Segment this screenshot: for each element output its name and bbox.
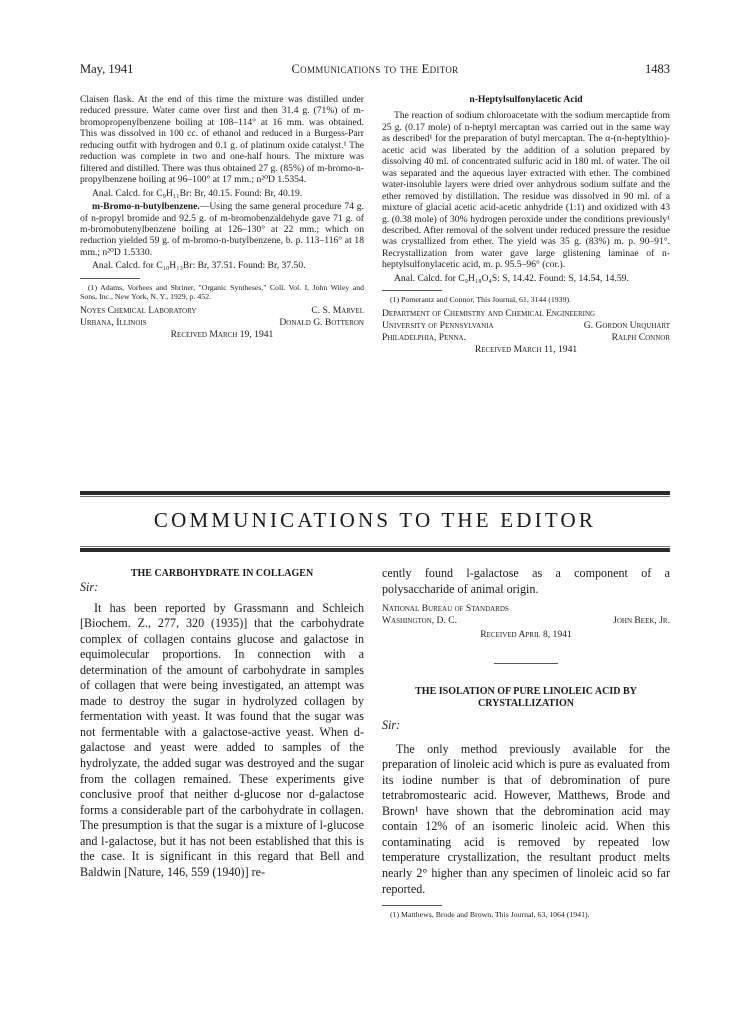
sig-author: John Beek, Jr. bbox=[613, 615, 670, 627]
sig-lab: Noyes Chemical Laboratory bbox=[80, 304, 197, 316]
sig-dept: Department of Chemistry and Chemical Engineering bbox=[382, 307, 596, 319]
paragraph: The reaction of sodium chloroacetate with the sodium mercaptide from 25 g. (0.17 mole) of n-heptyl mercaptan was carried out in the same way as described¹ for the preparation of butyl mercaptan. The α-(n-heptylthio)-acetic acid was liberated by the addition of a solution prepared by dissolving 40 ml. of concentrated sulfuric acid in 180 ml. of water. The oil was separated and the aqueous layer extracted with ether. The combined water-insoluble layers were dried over anhydrous sodium sulfate and the ether removed by distillation. The residue was dissolved in 90 ml. of a mixture of glacial acetic acid-acetic anhydride (1:1) and oxidized with 43 g. (0.38 mole) of 30% hydrogen peroxide under the conditions previously¹ described. After removal of the solvent under reduced pressure the residue was crystallized from ether. The yield was 35 g. (83%) m. p. 90–91°. Recrystallization from water gave large glistening laminae of n-heptylsulfonylacetic acid, m. p. 95.5–96° (cor.). bbox=[382, 110, 670, 271]
bottom-thin-rule bbox=[80, 546, 670, 547]
header-page-number: 1483 bbox=[645, 62, 670, 76]
section-title: COMMUNICATIONS TO THE EDITOR bbox=[153, 508, 597, 532]
received-date: Received March 11, 1941 bbox=[474, 343, 578, 355]
top-right-column bbox=[382, 94, 670, 356]
footnote-rule bbox=[382, 905, 442, 906]
received-date: Received March 19, 1941 bbox=[170, 328, 274, 340]
article-body: It has been reported by Grassmann and Schleich [Biochem. Z., 277, 320 (1935)] that the carbohydrate complex of collagen contains glucose and galactose in equimolecular proportions. In connection with a determination of the amount of carbohydrate in samples of collagen that were being investigated, an attempt was made to destroy the sugar in hydrolyzed collagen by fermentation with yeast. It was found that the sugar was not fermentable with a galactose-active yeast. When d-galactose and yeast were added to samples of the hydrolyzate, the added sugar was destroyed and the sugar from the collagen remained. These experiments give conclusive proof that neither d-glucose nor d-galactose forms a considerable part of the carbohydrate in collagen. The presumption is that the sugar is a mixture of l-glucose and l-galactose, but it has not been established that this is the case. It is significant in this regard that Bell and Baldwin [Nature, 146, 559 (1940)] re- bbox=[80, 600, 364, 879]
footnote-rule bbox=[80, 278, 140, 279]
top-thin-rule bbox=[80, 496, 670, 497]
footnote: (1) Adams, Vorhees and Shriner, "Organic Syntheses," Coll. Vol. I, John Wiley and Sons, Inc., New York, N. Y., 1929, p. 452. bbox=[80, 282, 364, 302]
sig-author: Donald G. Botteron bbox=[279, 316, 364, 328]
analysis-line: Anal. Calcd. for C₉H₁₈O₄S: S, 14.42. Found: S, 14.54, 14.59. bbox=[394, 272, 629, 284]
sig-author: Ralph Connor bbox=[611, 331, 670, 343]
bottom-heavy-rule bbox=[80, 548, 670, 552]
sig-city: Washington, D. C. bbox=[382, 615, 458, 627]
footnote-rule bbox=[382, 290, 442, 291]
bottom-right-column bbox=[382, 566, 670, 920]
sig-author: G. Gordon Urquhart bbox=[583, 319, 670, 331]
paragraph: Claisen flask. At the end of this time the mixture was distilled under reduced pressure. Water came over first and then 31.4 g. (71%) of m-bromopropenylbenzene boiling at 108–114° at 16 mm. was obtained. This was dissolved in 100 cc. of ethanol and reduced in a Burgess-Parr reducing outfit with hydrogen and 0.1 g. of platinum oxide catalyst.¹ The reduction was complete in two and one-half hours. The mixture was filtered and distilled. There was thus obtained 27 g. (85%) of m-bromo-n-propylbenzene boiling at 96–100° at 17 mm.; n²⁰D 1.5354. bbox=[80, 94, 364, 186]
salutation: Sir: bbox=[382, 718, 401, 733]
compound-heading: m-Bromo-n-butylbenzene. bbox=[92, 201, 200, 213]
salutation: Sir: bbox=[80, 580, 99, 594]
analysis-line: Anal. Calcd. for C₁₀H₁₃Br: Br, 37.51. Found: Br, 37.50. bbox=[92, 260, 306, 272]
received-date: Received April 8, 1941 bbox=[480, 629, 572, 641]
header-section: Communications to the Editor bbox=[291, 62, 459, 76]
header-date: May, 1941 bbox=[80, 62, 134, 76]
article-separator bbox=[494, 663, 558, 664]
analysis-line: Anal. Calcd. for C₉H₁₁Br: Br, 40.15. Found: Br, 40.19. bbox=[92, 187, 303, 199]
article-title: THE CARBOHYDRATE IN COLLAGEN bbox=[130, 568, 314, 579]
signature-block bbox=[382, 603, 670, 641]
sig-univ: University of Pennsylvania bbox=[382, 319, 494, 331]
running-header bbox=[80, 62, 670, 78]
sig-org: National Bureau of Standards bbox=[382, 603, 509, 615]
sig-city: Philadelphia, Penna. bbox=[382, 331, 466, 343]
sig-city: Urbana, Illinois bbox=[80, 316, 147, 328]
top-left-column bbox=[80, 94, 364, 341]
footnote: (1) Pomerantz and Connor, This Journal, 61, 3144 (1939). bbox=[390, 295, 572, 305]
signature-block bbox=[382, 308, 670, 356]
article-continuation: cently found l-galactose as a component of a polysaccharide of animal origin. bbox=[382, 566, 670, 596]
paragraph: m-Bromo-n-butylbenzene.—Using the same general procedure 74 g. of n-propyl bromide and 92.5 g. of m-bromobenzaldehyde gave 71 g. of m-bromobutenylbenzene boiling at 126–130° at 22 mm.; which on reduction yielded 59 g. of m-bromo-n-butylbenzene, b. p. 113–116° at 18 mm.; n²⁰D 1.5330. bbox=[80, 201, 364, 258]
footnote: (1) Matthews, Brode and Brown, This Journal, 63, 1064 (1941). bbox=[390, 910, 590, 920]
signature-block bbox=[80, 305, 364, 341]
article-body: The only method previously available for the preparation of linoleic acid which is pure as evaluated from its iodine number is that of debromination of pure tetrabromostearic acid. However, Matthews, Brode and Brown¹ have shown that the debromination acid may contain 12% of an isomeric linoleic acid. When this contaminating acid is removed by repeated low temperature crystallization, the resultant product melts nearly 2° higher than any specimen of linoleic acid so far reported. bbox=[382, 741, 670, 896]
top-heavy-rule bbox=[80, 491, 670, 495]
article-title: THE ISOLATION OF PURE LINOLEIC ACID BY CRYSTALLIZATION bbox=[415, 686, 637, 710]
sig-author: C. S. Marvel bbox=[311, 304, 364, 316]
collagen-article bbox=[80, 568, 364, 880]
article-title: n-Heptylsulfonylacetic Acid bbox=[469, 94, 583, 105]
